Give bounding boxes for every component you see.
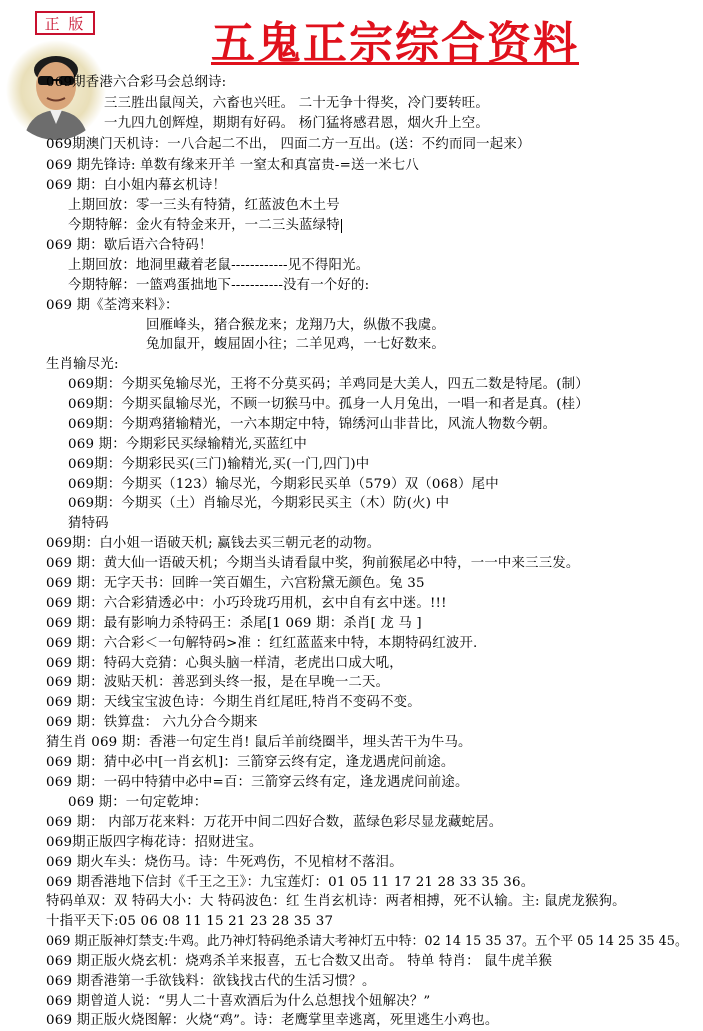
text-line: 上期回放：地洞里藏着老鼠------------见不得阳光。 xyxy=(68,258,370,273)
text-line: 069 期：天线宝宝波色诗：今期生肖红尾旺,特肖不变码不变。 xyxy=(46,695,421,710)
text-line xyxy=(68,216,342,235)
text-line: 猜特码 xyxy=(68,516,109,531)
text-line: 069期：今期买鼠输尽光，不顾一切猴马中。孤身一人月兔出，一唱一和者是真。(桂） xyxy=(68,397,589,412)
text-line: 069 期火车头：烧伤马。诗：牛死鸡伤，不见棺材不落泪。 xyxy=(46,855,403,870)
text-line: 069 期正版神灯禁支:牛鸡。此乃神灯特码绝杀请大考神灯五中特：02 14 15 35 37。五个平 05 14 25 35 45。 xyxy=(46,934,688,949)
text-line: 069 期香港地下信封《千王之王》：九宝莲灯：01 05 11 17 21 28 33 35 36。 xyxy=(46,875,535,890)
text-line: 069期：今期买兔输尽光，王将不分莫买码；羊鸡同是大美人，四五二数是特尾。(制） xyxy=(68,377,589,392)
text-cursor xyxy=(341,219,342,233)
text-line: 069 期：猜中必中[一肖玄机]：三箭穿云终有定，逢龙遇虎问前途。 xyxy=(46,755,455,770)
text-line: 今期特解：一篮鸡蛋拙地下-----------没有一个好的: xyxy=(68,278,370,293)
text-line: 069期：今期彩民买(三门)输精光,买(一门,四门)中 xyxy=(68,457,370,472)
text-line: 069 期：最有影响力杀特码王：杀尾[1 069 期：杀肖[ 龙 马 ] xyxy=(46,616,422,631)
text-line: 回雁峰头，猪合猴龙来；龙翔乃大，纵傲不我虞。 xyxy=(146,318,445,333)
text-line: 猜生肖 069 期：香港一句定生肖! 鼠后羊前绕圈半，埋头苦干为牛马。 xyxy=(46,735,472,750)
text-line: 三三胜出鼠闯关，六畜也兴旺。 二十无争十得奖，冷门要转旺。 xyxy=(104,96,489,111)
text-line: 069期：今期买（土）肖输尽光，今期彩民买主（木）防(火) 中 xyxy=(68,496,450,511)
text-line: 069 期：六合彩猜透必中：小巧玲珑巧用机，玄中自有玄中迷。!!! xyxy=(46,596,447,611)
text-line: 兔加鼠开，蝮屈固小往；二羊见鸡，一七好数来。 xyxy=(146,337,445,352)
text-line: 069 期：今期彩民买绿输精光,买蓝红中 xyxy=(68,437,307,452)
text-line: 生肖输尽光: xyxy=(46,357,119,372)
text-line: 069 期：六合彩＜一句解特码>准 ：红红蓝蓝来中特，本期特码红波开. xyxy=(46,636,478,651)
text-line: 069 期：特码大竞猜：心與头脑一样清，老虎出口成大吼， xyxy=(46,656,403,671)
text-line: 上期回放：零一三头有特猜，红蓝波色木土号 xyxy=(68,198,340,213)
text-line: 069 期曾道人说：“男人二十喜欢酒后为什么总想找个妞解决？” xyxy=(46,994,431,1009)
text-line: 069期澳门天机诗：一八合起二不出， 四面二方一互出。(送：不约而同一起来） xyxy=(46,137,531,152)
text-line: 069 期香港第一手欲钱料：欲钱找古代的生活习惯？。 xyxy=(46,974,376,989)
text-line: 069 期： 内部万花来料：万花开中间二四好合数，蓝绿色彩尽显龙藏蛇居。 xyxy=(46,815,503,830)
text-line: 069 期：黄大仙一语破天机；今期当头请看鼠中奖，狗前猴尾必中特，一一中来三三发。 xyxy=(46,556,580,571)
text-line: 069期香港六合彩马会总纲诗: xyxy=(46,75,227,90)
text-line: 069期正版四字梅花诗：招财进宝。 xyxy=(46,835,263,850)
text-line: 069 期先锋诗: 单数有缘来开羊 一窒太和真富贵-=送一米七八 xyxy=(46,158,419,173)
text-line-content: 今期特解：金火有特金来开，一二三头蓝绿特 xyxy=(68,218,340,233)
text-line: 069 期：一码中特猜中必中=百：三箭穿云终有定，逢龙遇虎问前途。 xyxy=(46,775,469,790)
text-line: 069 期：铁算盘： 六九分合今期来 xyxy=(46,715,258,730)
text-line: 069期：白小姐一语破天机; 赢钱去买三朝元老的动物。 xyxy=(46,536,381,551)
text-line: 069 期正版火烧图解：火烧“鸡”。诗：老鹰掌里幸逃离，死里逃生小鸡也。 xyxy=(46,1013,499,1028)
text-line: 069 期：歇后语六合特码！ xyxy=(46,238,213,253)
text-line: 一九四九创辉煌，期期有好码。 杨门猛将感君恩，烟火升上空。 xyxy=(104,116,489,131)
text-line: 069 期：一句定乾坤： xyxy=(68,795,208,810)
text-line: 069 期《荃湾来料》： xyxy=(46,298,179,313)
text-line: 特码单双：双 特码大小：大 特码波色：红 生肖玄机诗：两者相搏，死不认输。主: 鼠虎龙猴狗。 xyxy=(46,894,626,909)
text-line: 069 期：无字天书：回眸一笑百媚生，六宫粉黛无颜色。兔 35 xyxy=(46,576,425,591)
text-line: 069 期：波贴天机：善恶到头终一报，是在早晚一二天。 xyxy=(46,675,390,690)
text-line: 069 期正版火烧玄机：烧鸡杀羊来报喜，五七合数又出奇。 特单 特肖： 鼠牛虎羊猴 xyxy=(46,954,553,969)
page-title: 五鬼正宗综合资料 xyxy=(211,18,579,69)
text-line: 069期：今期鸡猪输精光，一六本期定中特，锦绣河山非昔比，风流人物数今朝。 xyxy=(68,417,557,432)
text-line: 069 期：白小姐内幕玄机诗！ xyxy=(46,178,227,193)
text-line: 十指平天下:05 06 08 11 15 21 23 28 35 37 xyxy=(46,914,334,929)
text-line: 069期：今期买（123）输尽光，今期彩民买单（579）双（068）尾中 xyxy=(68,477,499,492)
version-badge: 正 版 xyxy=(35,11,95,35)
